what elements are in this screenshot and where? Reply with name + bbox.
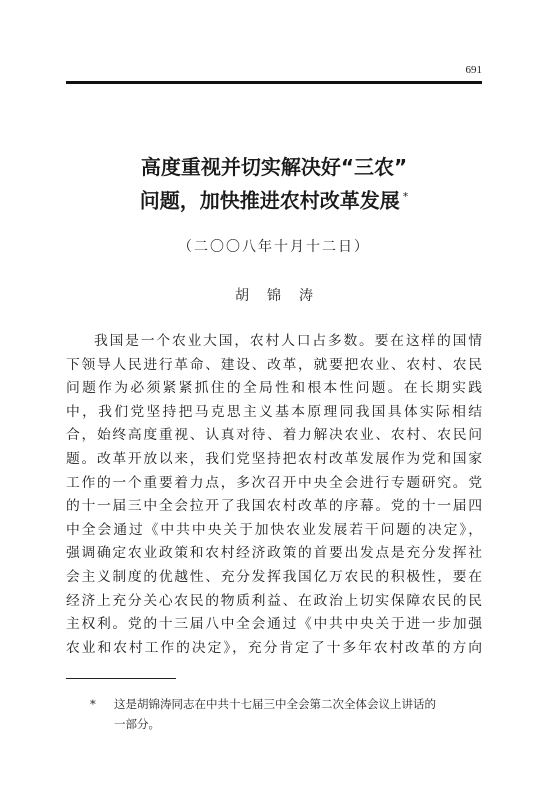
- body-text: [66, 330, 482, 660]
- title-line-2: [66, 182, 482, 216]
- title-line-1: 高度重视并切实解决好“三农”: [140, 155, 408, 179]
- body-line: 会主义制度的优越性、充分发挥我国亿万农民的积极性，要在: [66, 568, 482, 585]
- footnote-rule: [66, 678, 176, 679]
- body-line: 主权利。党的十三届八中全会通过《中共中央关于进一步加强: [66, 616, 482, 633]
- article-author: 胡锦涛: [235, 288, 331, 304]
- header-rule: [66, 81, 482, 84]
- body-line: 问题作为必须紧紧抓住的全局性和根本性问题。在长期实践: [66, 380, 482, 397]
- body-line: 我国是一个农业大国，农村人口占多数。要在这样的国情: [94, 333, 482, 349]
- page-number: 691: [465, 64, 482, 76]
- body-line: 农业和农村工作的决定》，充分肯定了十多年农村改革的方向: [66, 639, 482, 656]
- body-line: 经济上充分关心农民的物质利益、在政治上切实保障农民的民: [66, 592, 482, 609]
- body-line: 的十一届三中全会拉开了我国农村改革的序幕。党的十一届四: [66, 498, 482, 515]
- body-line: 工作的一个重要着力点，多次召开中央全会进行专题研究。党: [66, 474, 482, 491]
- footnote-line-2: 一部分。: [114, 717, 160, 731]
- title-line-2-text: 问题，加快推进农村改革发展: [139, 188, 400, 213]
- footnote: [90, 694, 482, 734]
- body-line: 中，我们党坚持把马克思主义基本原理同我国具体实际相结: [66, 403, 482, 420]
- body-line: 合，始终高度重视、认真对待、着力解决农业、农村、农民问: [66, 427, 482, 444]
- footnote-mark: *: [90, 697, 96, 711]
- article-date: （二〇〇八年十月十二日）: [178, 239, 370, 255]
- body-line: 中全会通过《中共中央关于加快农业发展若干问题的决定》，: [66, 521, 482, 538]
- title-footnote-mark[interactable]: *: [402, 190, 409, 203]
- body-line: 强调确定农业政策和农村经济政策的首要出发点是充分发挥社: [66, 545, 482, 562]
- body-line: 题。改革开放以来，我们党坚持把农村改革发展作为党和国家: [66, 450, 482, 467]
- footnote-line-1: 这是胡锦涛同志在中共十七届三中全会第二次全体会议上讲话的: [114, 697, 436, 711]
- body-line: 下领导人民进行革命、建设、改革，就要把农业、农村、农民: [66, 356, 482, 373]
- article-title: [66, 152, 482, 216]
